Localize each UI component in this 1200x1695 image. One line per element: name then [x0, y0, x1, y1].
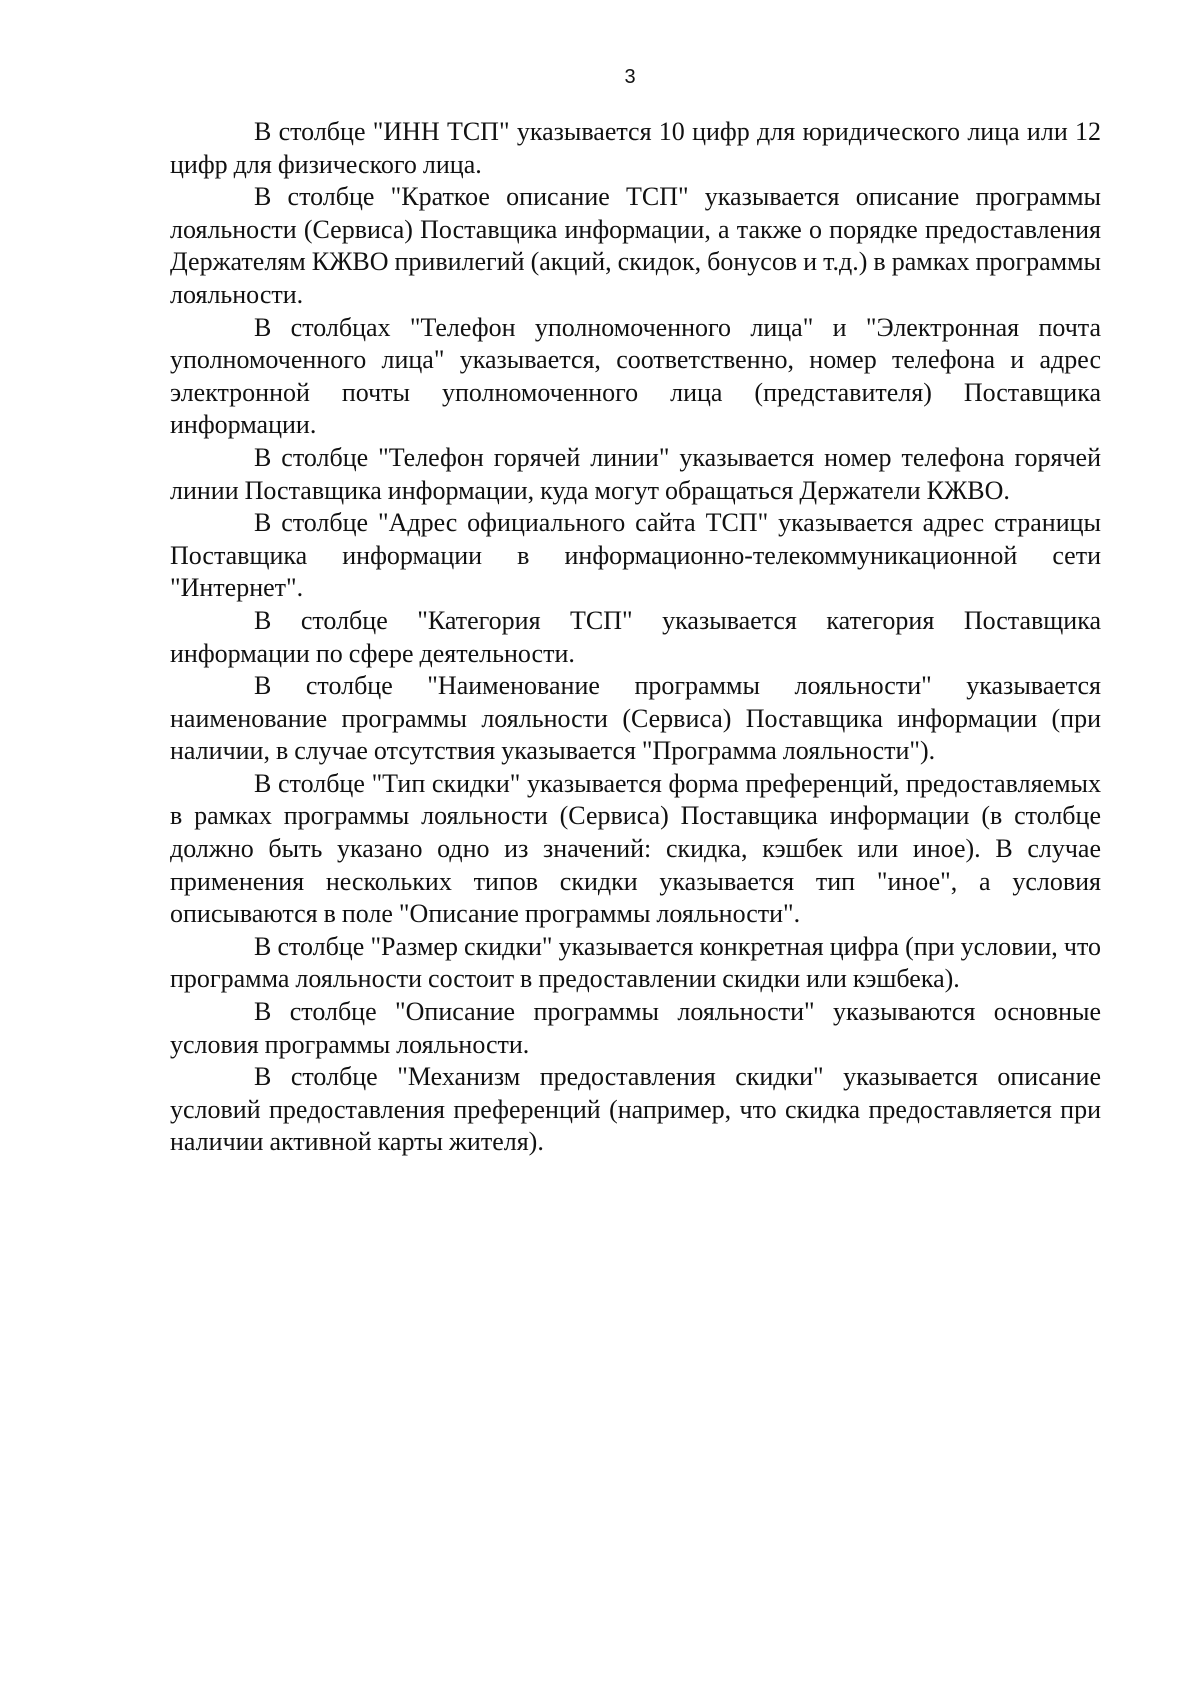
- page-number: 3: [624, 66, 636, 88]
- paragraph-short-description: В столбце "Краткое описание ТСП" указывается описание программы лояльности (Сервиса) Поставщика информации, а также о порядке предоставления Держателям КЖВО привилегий (акций, скидок, бонусов и т.д.) в рамках программы лояльности.: [170, 182, 1101, 309]
- paragraph-hotline: В столбце "Телефон горячей линии" указывается номер телефона горячей линии Поставщика информации, куда могут обращаться Держатели КЖВО.: [170, 442, 1101, 505]
- paragraph-authorized-contacts: В столбцах "Телефон уполномоченного лица" и "Электронная почта уполномоченного лица" указывается, соответственно, номер телефона и адрес электронной почты уполномоченного лица (представителя) Поставщика информации.: [170, 312, 1101, 440]
- paragraph-program-description: В столбце "Описание программы лояльности" указываются основные условия программы лояльности.: [170, 997, 1101, 1059]
- document-body: [170, 116, 1101, 1159]
- paragraph-program-name: В столбце "Наименование программы лояльности" указывается наименование программы лояльности (Сервиса) Поставщика информации (при наличии, в случае отсутствия указывается "Программа лояльности").: [170, 671, 1101, 766]
- paragraph-discount-size: В столбце "Размер скидки" указывается конкретная цифра (при условии, что программа лояльности состоит в предоставлении скидки или кэшбека).: [170, 931, 1101, 994]
- paragraph-inn: В столбце "ИНН ТСП" указывается 10 цифр для юридического лица или 12 цифр для физического лица.: [170, 117, 1101, 179]
- paragraph-discount-mechanism: В столбце "Механизм предоставления скидки" указывается описание условий предоставления преференций (например, что скидка предоставляется при наличии активной карты жителя).: [170, 1062, 1101, 1157]
- paragraph-website: В столбце "Адрес официального сайта ТСП" указывается адрес страницы Поставщика информации в информационно-телекоммуникационной сети "Интернет".: [170, 508, 1101, 603]
- paragraph-category: В столбце "Категория ТСП" указывается категория Поставщика информации по сфере деятельности.: [170, 605, 1101, 668]
- paragraph-discount-type: В столбце "Тип скидки" указывается форма преференций, предоставляемых в рамках программы лояльности (Сервиса) Поставщика информации (в столбце должно быть указано одно из значений: скидка, кэшбек или иное). В случае применения нескольких типов скидки указывается тип "иное", а условия описываются в поле "Описание программы лояльности".: [170, 768, 1101, 929]
